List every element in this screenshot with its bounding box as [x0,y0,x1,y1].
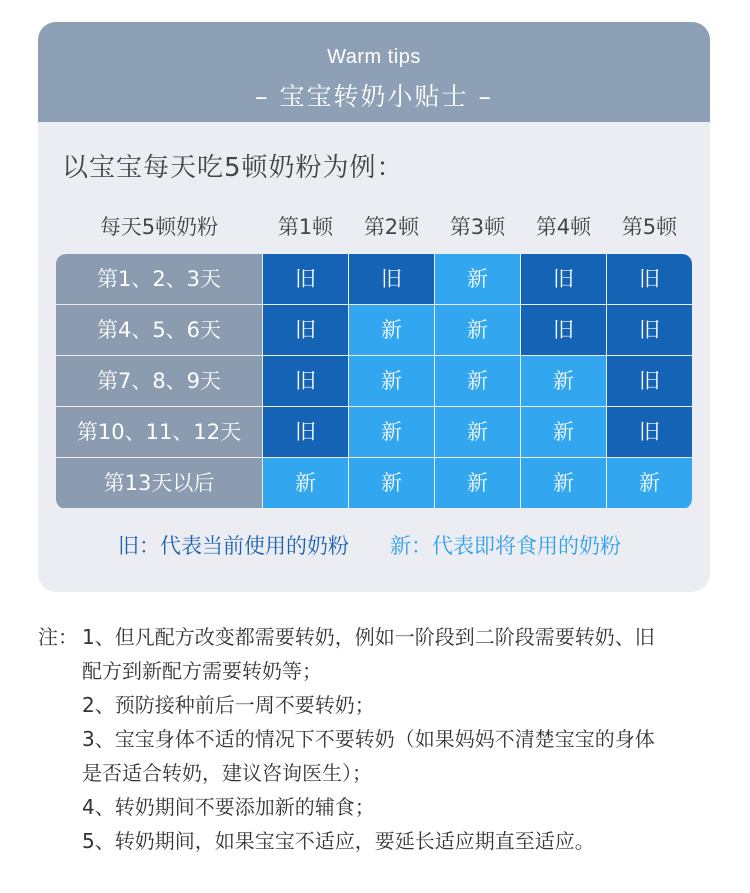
table-cell: 新 [521,458,606,508]
note-text: 是否适合转奶，建议咨询医生）； [82,761,372,785]
row-label: 第13天以后 [56,458,262,508]
tips-card [38,22,710,592]
table-row [56,254,692,305]
notes-section [38,620,728,858]
row-label: 第10、11、12天 [56,407,262,457]
note-line [38,620,728,654]
card-header [38,22,710,122]
legend-old: 旧：代表当前使用的奶粉 [118,534,349,558]
table-cell: 新 [349,356,434,406]
table-cell: 旧 [607,254,692,304]
note-text: 1、但凡配方改变都需要转奶，例如一阶段到二阶段需要转奶、旧 [82,625,655,649]
table-cell: 旧 [521,305,606,355]
table-cell: 新 [521,407,606,457]
table-cell: 旧 [263,305,348,355]
table-cell: 新 [607,458,692,508]
table-cell: 旧 [349,254,434,304]
table-cell: 旧 [263,356,348,406]
column-header-3: 第3顿 [449,215,506,239]
schedule-table [56,254,692,509]
table-row [56,407,692,458]
table-cell: 旧 [607,407,692,457]
intro-text: 以宝宝每天吃5顿奶粉为例： [62,153,404,183]
table-cell: 新 [349,305,434,355]
table-cell: 旧 [521,254,606,304]
note-text: 2、预防接种前后一周不要转奶； [82,693,375,717]
note-line [38,654,728,688]
table-row [56,458,692,509]
column-header-1: 第1顿 [277,215,334,239]
row-label: 第4、5、6天 [56,305,262,355]
row-label: 第1、2、3天 [56,254,262,304]
note-line [38,722,728,756]
table-cell: 新 [349,458,434,508]
column-header-4: 第4顿 [535,215,592,239]
table-cell: 新 [349,407,434,457]
note-line [38,756,728,790]
notes-prefix: 注： [38,625,78,649]
header-chinese-title: – 宝宝转奶小贴士 – [255,82,493,111]
table-cell: 新 [435,356,520,406]
table-corner-header: 每天5顿奶粉 [99,215,219,239]
table-cell: 新 [263,458,348,508]
note-text: 3、宝宝身体不适的情况下不要转奶（如果妈妈不清楚宝宝的身体 [82,727,655,751]
row-label: 第7、8、9天 [56,356,262,406]
header-english-title: Warm tips [327,46,421,68]
table-cell: 旧 [263,254,348,304]
table-cell: 旧 [607,305,692,355]
table-cell: 新 [435,458,520,508]
note-line [38,688,728,722]
note-line [38,790,728,824]
note-text: 配方到新配方需要转奶等； [82,659,322,683]
table-cell: 旧 [607,356,692,406]
table-cell: 旧 [263,407,348,457]
note-line [38,824,728,858]
table-cell: 新 [435,305,520,355]
table-cell: 新 [435,254,520,304]
table-row [56,356,692,407]
table-row [56,305,692,356]
column-header-2: 第2顿 [363,215,420,239]
table-cell: 新 [521,356,606,406]
column-header-5: 第5顿 [621,215,678,239]
note-text: 5、转奶期间，如果宝宝不适应，要延长适应期直至适应。 [82,829,595,853]
note-text: 4、转奶期间不要添加新的辅食； [82,795,375,819]
legend-new: 新：代表即将食用的奶粉 [390,534,621,558]
table-cell: 新 [435,407,520,457]
